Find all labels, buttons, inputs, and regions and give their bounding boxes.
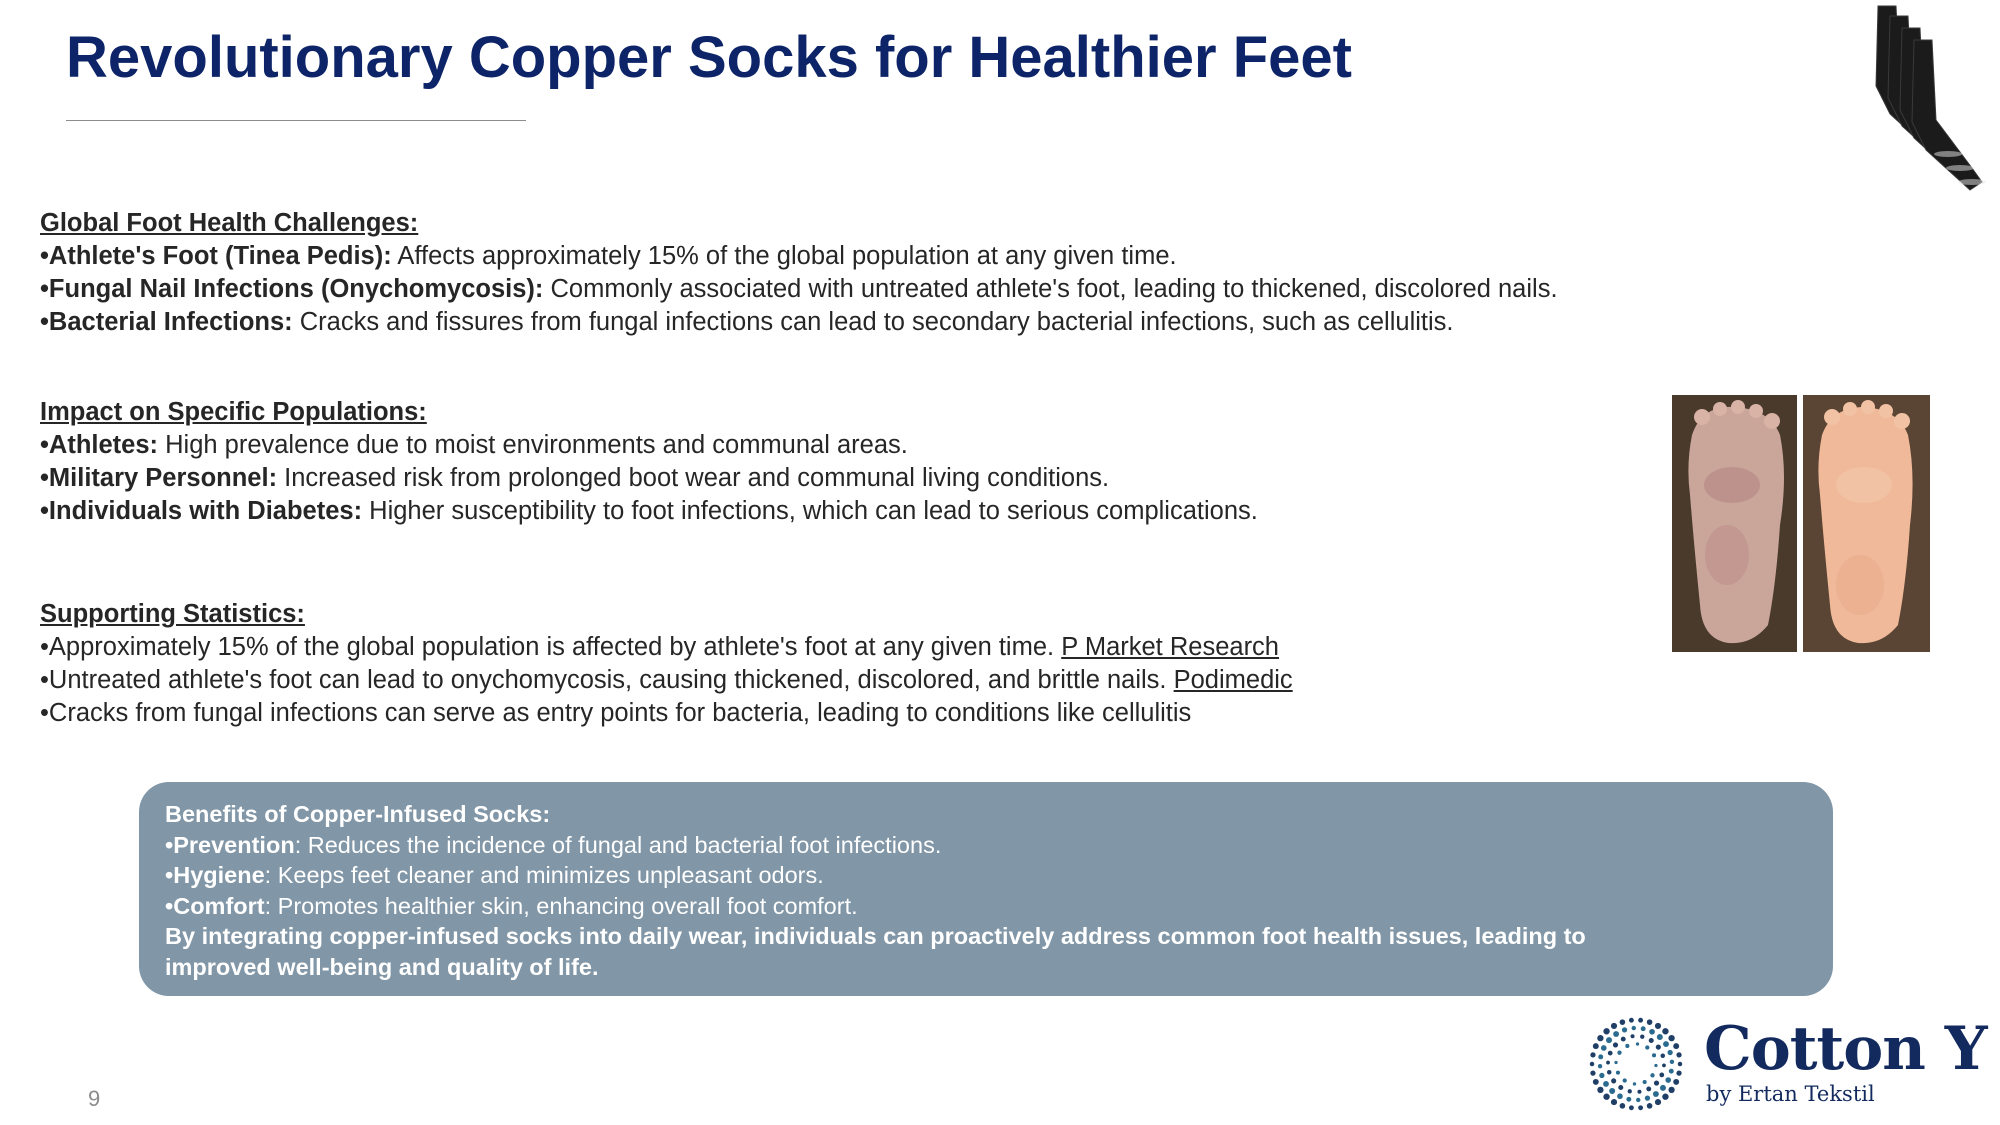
logo-dot xyxy=(1655,1023,1661,1029)
logo-dot xyxy=(1631,1034,1635,1038)
logo-dot xyxy=(1597,1035,1603,1041)
logo-dot xyxy=(1611,1023,1617,1029)
item-text: : Promotes healthier skin, enhancing overall foot comfort. xyxy=(264,892,858,919)
logo-dot xyxy=(1590,1052,1595,1057)
logo-dot xyxy=(1613,1042,1618,1047)
logo-dot xyxy=(1611,1078,1616,1083)
benefit-item xyxy=(165,860,1807,891)
source-link-p-market-research[interactable]: P Market Research xyxy=(1061,633,1279,661)
logo-dot xyxy=(1637,1090,1641,1094)
logo-dot xyxy=(1665,1077,1671,1083)
item-label: •Bacterial Infections: xyxy=(40,308,293,336)
logo-dot xyxy=(1662,1094,1668,1100)
logo-dot xyxy=(1597,1087,1603,1093)
logo-dot xyxy=(1657,1034,1663,1040)
logo-dot xyxy=(1621,1037,1626,1042)
item-text: •Untreated athlete's foot can lead to onychomycosis, causing thickened, discolored, and brittle nails. xyxy=(40,666,1174,694)
logo-dot xyxy=(1623,1078,1627,1082)
benefits-conclusion: improved well-being and quality of life. xyxy=(165,953,599,980)
item-label: •Fungal Nail Infections (Onychomycosis): xyxy=(40,275,544,303)
item-text: High prevalence due to moist environments and communal areas. xyxy=(158,431,908,459)
logo-name: Cotton Y xyxy=(1704,1014,1987,1084)
benefits-heading: Benefits of Copper-Infused Socks: xyxy=(165,801,551,827)
logo-dot xyxy=(1620,1019,1626,1025)
logo-dot xyxy=(1617,1093,1623,1099)
logo-ring-icon xyxy=(1586,1014,1686,1114)
logo-dot xyxy=(1598,1064,1602,1068)
logo-dot xyxy=(1647,1103,1653,1109)
item-text: : Reduces the incidence of fungal and bacterial foot infections. xyxy=(294,831,942,858)
item-label: •Individuals with Diabetes: xyxy=(40,497,363,525)
logo-dot xyxy=(1603,1081,1609,1087)
logo-dot xyxy=(1608,1051,1613,1056)
logo-dot xyxy=(1673,1079,1679,1085)
logo-dot xyxy=(1593,1043,1599,1049)
logo-dot xyxy=(1656,1045,1661,1050)
logo-dot xyxy=(1616,1071,1620,1075)
logo-dot xyxy=(1654,1080,1659,1085)
logo-dot xyxy=(1611,1099,1617,1105)
logo-dot xyxy=(1668,1035,1674,1041)
logo-dot xyxy=(1669,1069,1674,1074)
logo-dot xyxy=(1670,1060,1674,1064)
logo-dot xyxy=(1649,1029,1655,1035)
logo-dot xyxy=(1667,1050,1672,1055)
logo-dot xyxy=(1620,1103,1626,1109)
slide-title: Revolutionary Copper Socks for Healthier Feet xyxy=(66,25,1352,90)
list-item xyxy=(40,697,1293,730)
logo-dot xyxy=(1633,1082,1636,1085)
logo-dot xyxy=(1678,1062,1682,1066)
logo-dot xyxy=(1647,1019,1653,1025)
benefit-item xyxy=(165,830,1807,861)
logo-dot xyxy=(1603,1094,1609,1100)
logo-dot xyxy=(1606,1061,1610,1065)
logo-dot xyxy=(1629,1018,1634,1023)
logo-dot xyxy=(1632,1026,1636,1030)
logo-dot xyxy=(1676,1071,1681,1076)
item-text: : Keeps feet cleaner and minimizes unpleasant odors. xyxy=(264,862,824,888)
list-item xyxy=(40,306,1558,339)
page-number: 9 xyxy=(88,1086,101,1111)
logo-dot xyxy=(1646,1086,1651,1091)
logo-dot xyxy=(1663,1041,1669,1047)
logo-dot xyxy=(1660,1085,1666,1091)
item-label: •Military Personnel: xyxy=(40,464,278,492)
logo-dot xyxy=(1598,1054,1603,1059)
logo-dot xyxy=(1625,1044,1629,1048)
logo-dot xyxy=(1590,1071,1595,1076)
item-text: Cracks and fissures from fungal infections can lead to secondary bacterial infections, such as cellulitis. xyxy=(292,308,1454,336)
logo-dot xyxy=(1593,1079,1599,1085)
logo-dot xyxy=(1607,1070,1612,1075)
list-item xyxy=(40,495,1258,528)
logo-dot xyxy=(1613,1031,1619,1037)
logo-dot xyxy=(1603,1028,1609,1034)
logo-dot xyxy=(1617,1051,1621,1055)
logo-dot xyxy=(1662,1064,1666,1068)
benefits-conclusion: By integrating copper-infused socks into daily wear, individuals can proactively address common foot health issues, leading to xyxy=(165,923,1586,949)
logo-dot xyxy=(1618,1085,1623,1090)
logo-dot xyxy=(1654,1064,1657,1067)
logo-dot xyxy=(1636,1042,1639,1045)
item-label: •Prevention xyxy=(165,831,295,858)
logo-dot xyxy=(1640,1035,1644,1039)
logo-dot xyxy=(1645,1095,1650,1100)
logo-dot xyxy=(1653,1091,1659,1097)
logo-dot xyxy=(1661,1054,1666,1059)
logo-dot xyxy=(1668,1087,1674,1093)
source-link-podimedic[interactable]: Podimedic xyxy=(1173,666,1293,694)
item-text: •Approximately 15% of the global population is affected by athlete's foot at any given time. xyxy=(40,633,1062,661)
logo-subtitle: by Ertan Tekstil xyxy=(1706,1082,1875,1106)
benefits-box xyxy=(139,782,1833,996)
logo-dot xyxy=(1599,1073,1604,1078)
logo-dot xyxy=(1643,1080,1647,1084)
item-label: •Hygiene xyxy=(165,862,265,888)
logo-dot xyxy=(1659,1073,1664,1078)
item-text: Increased risk from prolonged boot wear and communal living conditions. xyxy=(277,464,1110,492)
logo-dot xyxy=(1628,1089,1632,1093)
logo-dot xyxy=(1673,1043,1679,1049)
list-item xyxy=(40,664,1293,697)
item-label: •Athlete's Foot (Tinea Pedis): xyxy=(40,242,392,270)
logo-dot xyxy=(1638,1105,1643,1110)
item-label: •Comfort xyxy=(165,892,265,919)
benefit-item xyxy=(165,891,1807,922)
item-text: Commonly associated with untreated athlete's foot, leading to thickened, discolored nails. xyxy=(543,275,1558,303)
logo-dot xyxy=(1636,1098,1640,1102)
logo-dot xyxy=(1655,1099,1661,1105)
logo-dot xyxy=(1606,1037,1612,1043)
logo-dot xyxy=(1626,1097,1631,1102)
logo-dot xyxy=(1609,1088,1615,1094)
section-heading: Supporting Statistics: xyxy=(40,600,305,628)
list-item xyxy=(40,462,1258,495)
item-text: Affects approximately 15% of the global population at any given time. xyxy=(391,242,1177,270)
global-challenges-section xyxy=(40,207,1558,339)
statistics-section xyxy=(40,598,1293,730)
logo-dot xyxy=(1638,1018,1643,1023)
logo-dot xyxy=(1629,1105,1634,1110)
list-item xyxy=(40,631,1293,664)
socks-image xyxy=(1838,4,1988,194)
logo-dot xyxy=(1614,1061,1617,1064)
logo-dot xyxy=(1649,1038,1654,1043)
list-item xyxy=(40,240,1558,273)
logo-dot xyxy=(1601,1045,1607,1051)
logo-dot xyxy=(1652,1053,1656,1057)
logo-dot xyxy=(1590,1062,1594,1066)
logo-dot xyxy=(1622,1027,1627,1032)
populations-section xyxy=(40,396,1258,528)
logo-dot xyxy=(1645,1045,1649,1049)
logo-dot xyxy=(1641,1026,1646,1031)
logo-dot xyxy=(1662,1028,1668,1034)
list-item xyxy=(40,429,1258,462)
section-heading: Impact on Specific Populations: xyxy=(40,398,427,426)
company-logo xyxy=(1586,1014,1987,1114)
item-label: •Athletes: xyxy=(40,431,159,459)
logo-dot xyxy=(1676,1052,1681,1057)
logo-dot xyxy=(1650,1073,1654,1077)
list-item xyxy=(40,273,1558,306)
item-text: •Cracks from fungal infections can serve as entry points for bacteria, leading to conditions like cellulitis xyxy=(40,699,1192,727)
title-underline xyxy=(66,120,526,121)
feet-image xyxy=(1672,395,1930,652)
section-heading: Global Foot Health Challenges: xyxy=(40,209,419,237)
item-text: Higher susceptibility to foot infections, which can lead to serious complications. xyxy=(362,497,1258,525)
